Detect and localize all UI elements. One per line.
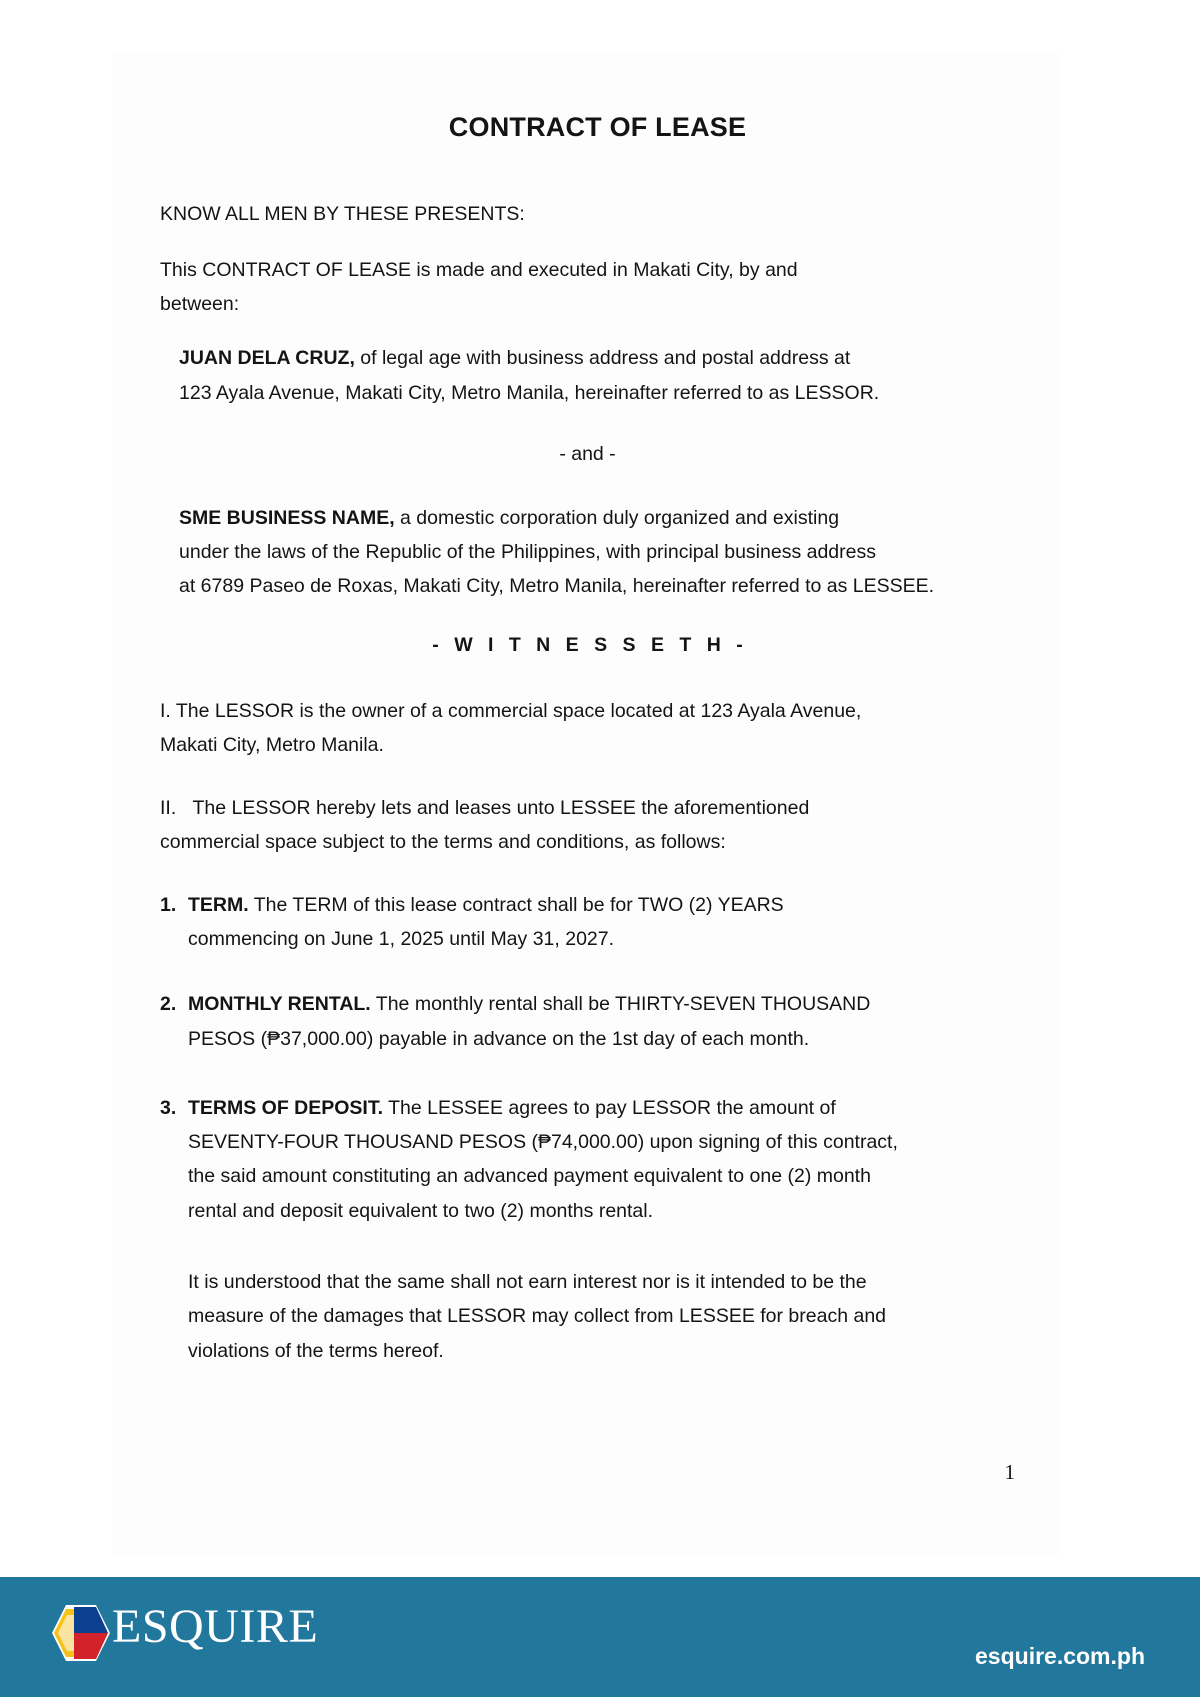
lessee-line-3: at 6789 Paseo de Roxas, Makati City, Metro Manila, hereinafter referred to as LESSEE. <box>179 575 935 597</box>
item-2-line-1-text: The monthly rental shall be THIRTY-SEVEN THOUSAND <box>370 993 871 1015</box>
intro-line-2: between: <box>160 293 240 315</box>
lessee-line-1-text: a domestic corporation duly organized and existing <box>394 507 840 529</box>
item-3-number: 3. <box>160 1097 177 1119</box>
note-line-1: It is understood that the same shall not earn interest nor is it intended to be the <box>188 1271 867 1293</box>
and-separator: - and - <box>559 443 616 465</box>
lessee-line-1 <box>179 501 839 535</box>
lessee-name: SME BUSINESS NAME, <box>179 507 395 529</box>
clause-1-line-1: I. The LESSOR is the owner of a commercial space located at 123 Ayala Avenue, <box>160 700 862 722</box>
note-line-3: violations of the terms hereof. <box>188 1340 444 1362</box>
website-url[interactable]: esquire.com.ph <box>975 1643 1145 1669</box>
page-number: 1 <box>1004 1460 1015 1484</box>
intro-line-1: This CONTRACT OF LEASE is made and executed in Makati City, by and <box>160 259 798 281</box>
item-1-number: 1. <box>160 894 177 916</box>
preamble: KNOW ALL MEN BY THESE PRESENTS: <box>160 203 525 225</box>
item-3-line-3: the said amount constituting an advanced payment equivalent to one (2) month <box>188 1165 871 1187</box>
item-2-line-2: PESOS (₱37,000.00) payable in advance on the 1st day of each month. <box>188 1028 810 1050</box>
item-3-line-4: rental and deposit equivalent to two (2) months rental. <box>188 1200 654 1222</box>
lessor-line-1-text: of legal age with business address and postal address at <box>354 347 851 369</box>
item-3-line-2: SEVENTY-FOUR THOUSAND PESOS (₱74,000.00) upon signing of this contract, <box>188 1131 898 1153</box>
brand-footer <box>0 1577 1200 1697</box>
clause-2-line-2: commercial space subject to the terms and conditions, as follows: <box>160 831 726 853</box>
philippine-flag-diamond-icon <box>52 1605 110 1661</box>
document-title: CONTRACT OF LEASE <box>448 112 747 142</box>
item-1-line-1 <box>188 888 784 922</box>
note-line-2: measure of the damages that LESSOR may collect from LESSEE for breach and <box>188 1305 887 1327</box>
lessor-name: JUAN DELA CRUZ, <box>179 347 355 369</box>
item-2-line-1 <box>188 987 870 1021</box>
clause-1-line-2: Makati City, Metro Manila. <box>160 734 384 756</box>
item-1-line-2: commencing on June 1, 2025 until May 31, 2027. <box>188 928 615 950</box>
lessor-line-2: 123 Ayala Avenue, Makati City, Metro Manila, hereinafter referred to as LESSOR. <box>179 382 880 404</box>
item-2-number: 2. <box>160 993 177 1015</box>
item-2-heading: MONTHLY RENTAL. <box>188 993 371 1015</box>
clause-2-line-1: II. The LESSOR hereby lets and leases unto LESSEE the aforementioned <box>160 797 810 819</box>
lessor-line-1 <box>179 341 850 375</box>
item-1-line-1-text: The TERM of this lease contract shall be for TWO (2) YEARS <box>248 894 784 916</box>
item-3-heading: TERMS OF DEPOSIT. <box>188 1097 384 1119</box>
brand-logo-text: ESQUIRE <box>112 1600 319 1653</box>
lessee-line-2: under the laws of the Republic of the Philippines, with principal business address <box>179 541 876 563</box>
witnesseth-heading: - W I T N E S S E T H - <box>432 634 748 656</box>
item-3-line-1 <box>188 1091 836 1125</box>
item-1-heading: TERM. <box>188 894 249 916</box>
item-3-line-1-text: The LESSEE agrees to pay LESSOR the amount of <box>383 1097 836 1119</box>
